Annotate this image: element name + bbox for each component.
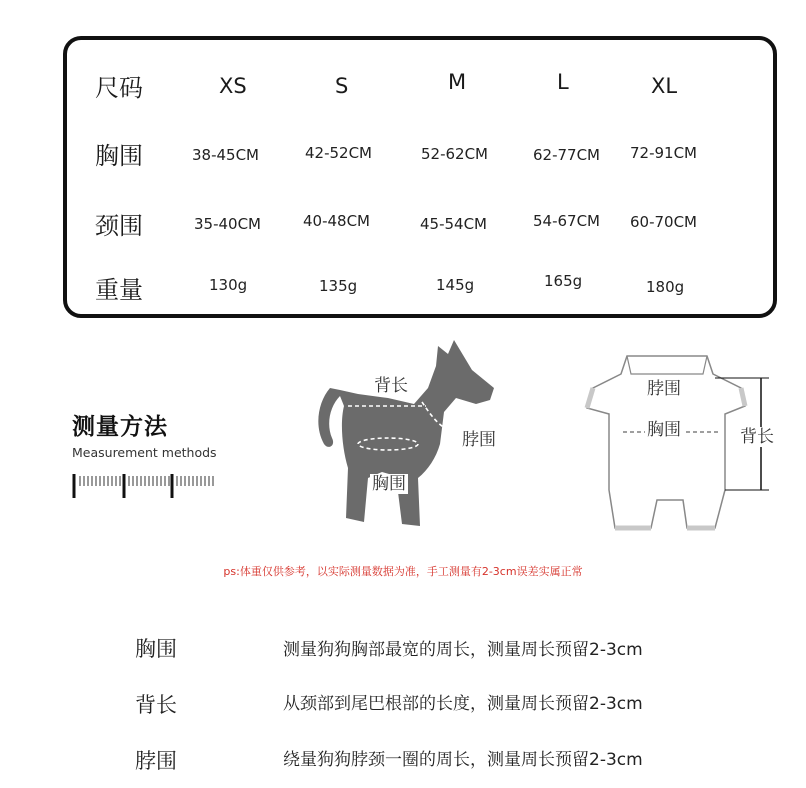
dog-label-neck: 脖围 (462, 430, 496, 450)
table-cell: 52-62CM (421, 145, 489, 163)
table-cell: 38-45CM (192, 146, 260, 164)
table-cell: 62-77CM (533, 146, 601, 164)
table-cell: 45-54CM (420, 215, 488, 233)
definition-text-back-length: 从颈部到尾巴根部的长度，测量周长预留2-3cm (283, 694, 643, 714)
ruler-icon (72, 470, 222, 500)
table-cell: 180g (646, 278, 685, 296)
disclaimer-note: ps:体重仅供参考，以实际测量数据为准，手工测量有2-3cm误差实属正常 (223, 565, 583, 578)
shirt-label-back-length: 背长 (740, 427, 774, 447)
size-table (63, 36, 777, 318)
table-cell: 54-67CM (533, 212, 601, 230)
row-label-weight: 重量 (95, 276, 143, 304)
method-title: 测量方法 (72, 414, 168, 440)
dog-label-chest: 胸围 (372, 474, 406, 494)
definition-term-chest: 胸围 (135, 637, 177, 661)
shirt-label-chest: 胸围 (647, 420, 681, 440)
shirt-label-neck: 脖围 (647, 379, 681, 399)
method-subtitle: Measurement methods (72, 445, 217, 460)
table-cell: 72-91CM (630, 144, 698, 162)
size-header-l: L (557, 70, 569, 94)
size-corner-label: 尺码 (95, 74, 143, 102)
definition-text-neck: 绕量狗狗脖颈一圈的周长，测量周长预留2-3cm (283, 750, 643, 770)
definition-term-back-length: 背长 (135, 693, 177, 717)
size-header-m: M (448, 70, 467, 94)
definition-term-neck: 脖围 (135, 749, 177, 773)
table-cell: 135g (319, 277, 358, 295)
size-header-xs: XS (219, 74, 247, 98)
table-cell: 42-52CM (305, 144, 373, 162)
table-cell: 145g (436, 276, 475, 294)
row-label-chest: 胸围 (95, 142, 143, 170)
table-cell: 165g (544, 272, 583, 290)
table-cell: 60-70CM (630, 213, 698, 231)
table-cell: 130g (209, 276, 248, 294)
definition-text-chest: 测量狗狗胸部最宽的周长，测量周长预留2-3cm (283, 640, 643, 660)
row-label-neck: 颈围 (95, 212, 143, 240)
dog-label-back-length: 背长 (374, 376, 408, 396)
table-cell: 40-48CM (303, 212, 371, 230)
size-header-s: S (335, 74, 349, 98)
size-header-xl: XL (651, 74, 678, 98)
table-cell: 35-40CM (194, 215, 262, 233)
